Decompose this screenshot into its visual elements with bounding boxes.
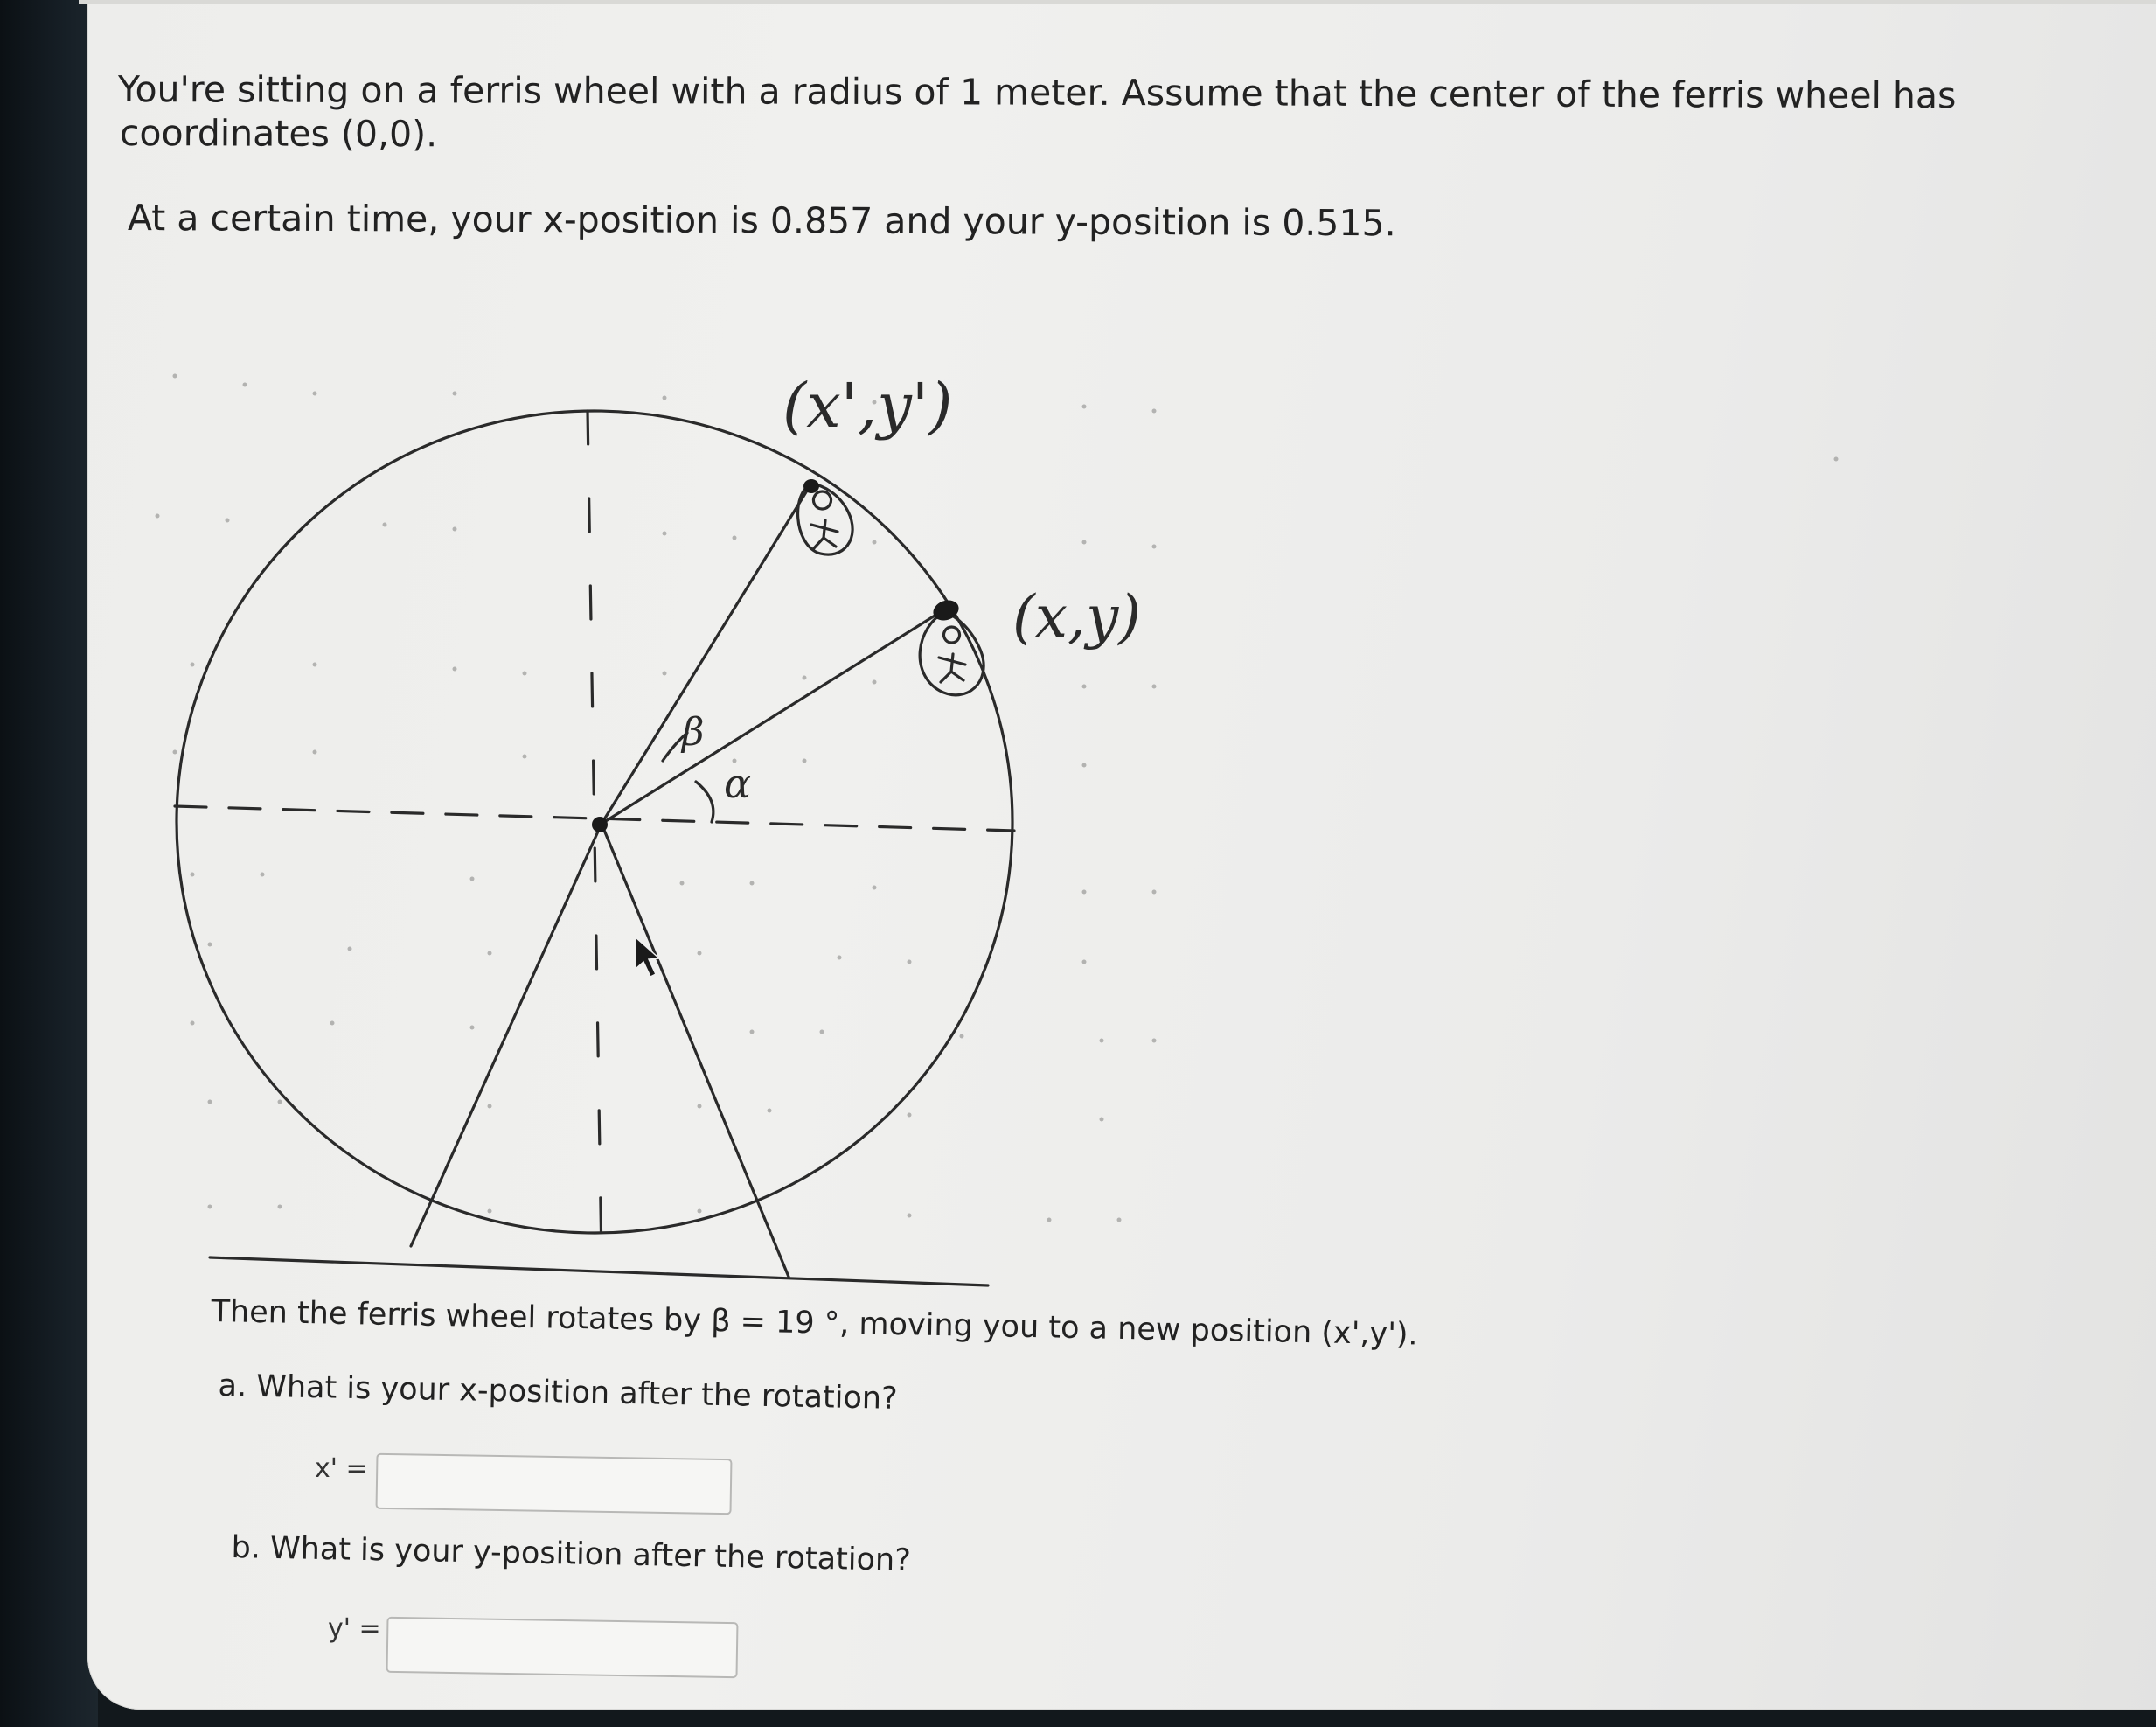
dot-grid [156,374,1839,1222]
gondola-rider-new [811,491,838,549]
label-point: (x,y) [1012,583,1141,651]
x-answer-label: x' = [315,1453,368,1484]
new-position-point [803,479,819,493]
alpha-arc [696,782,713,822]
ground-line [210,1257,988,1285]
label-beta: β [682,710,705,755]
rotation-statement: Then the ferris wheel rotates by β = 19 °, moving you to a new position (x',y'). [211,1294,1418,1353]
problem-position-statement: At a certain time, your x-position is 0.857 and your y-position is 0.515. [127,197,1396,245]
problem-intro-line-1: You're sitting on a ferris wheel with a radius of 1 meter. Assume that the center of the ferris wheel has [117,68,1957,117]
radius-to-point [602,609,946,824]
center-point [592,817,608,832]
label-alpha: α [724,760,752,807]
problem-intro-line-2: coordinates (0,0). [119,112,438,156]
y-answer-label: y' = [328,1613,381,1644]
question-b: b. What is your y-position after the rotation? [231,1530,912,1578]
radius-to-new-point [602,484,811,824]
vertical-axis-dashed [588,411,602,1259]
label-new-point: (x',y') [782,370,953,442]
mouse-cursor-icon [636,937,659,977]
x-answer-input[interactable] [376,1453,733,1515]
gondola-rider-old [939,627,965,682]
y-answer-input[interactable] [386,1617,739,1678]
support-leg-left [411,824,602,1246]
support-leg-right [602,824,789,1277]
question-a: a. What is your x-position after the rotation? [218,1368,898,1417]
